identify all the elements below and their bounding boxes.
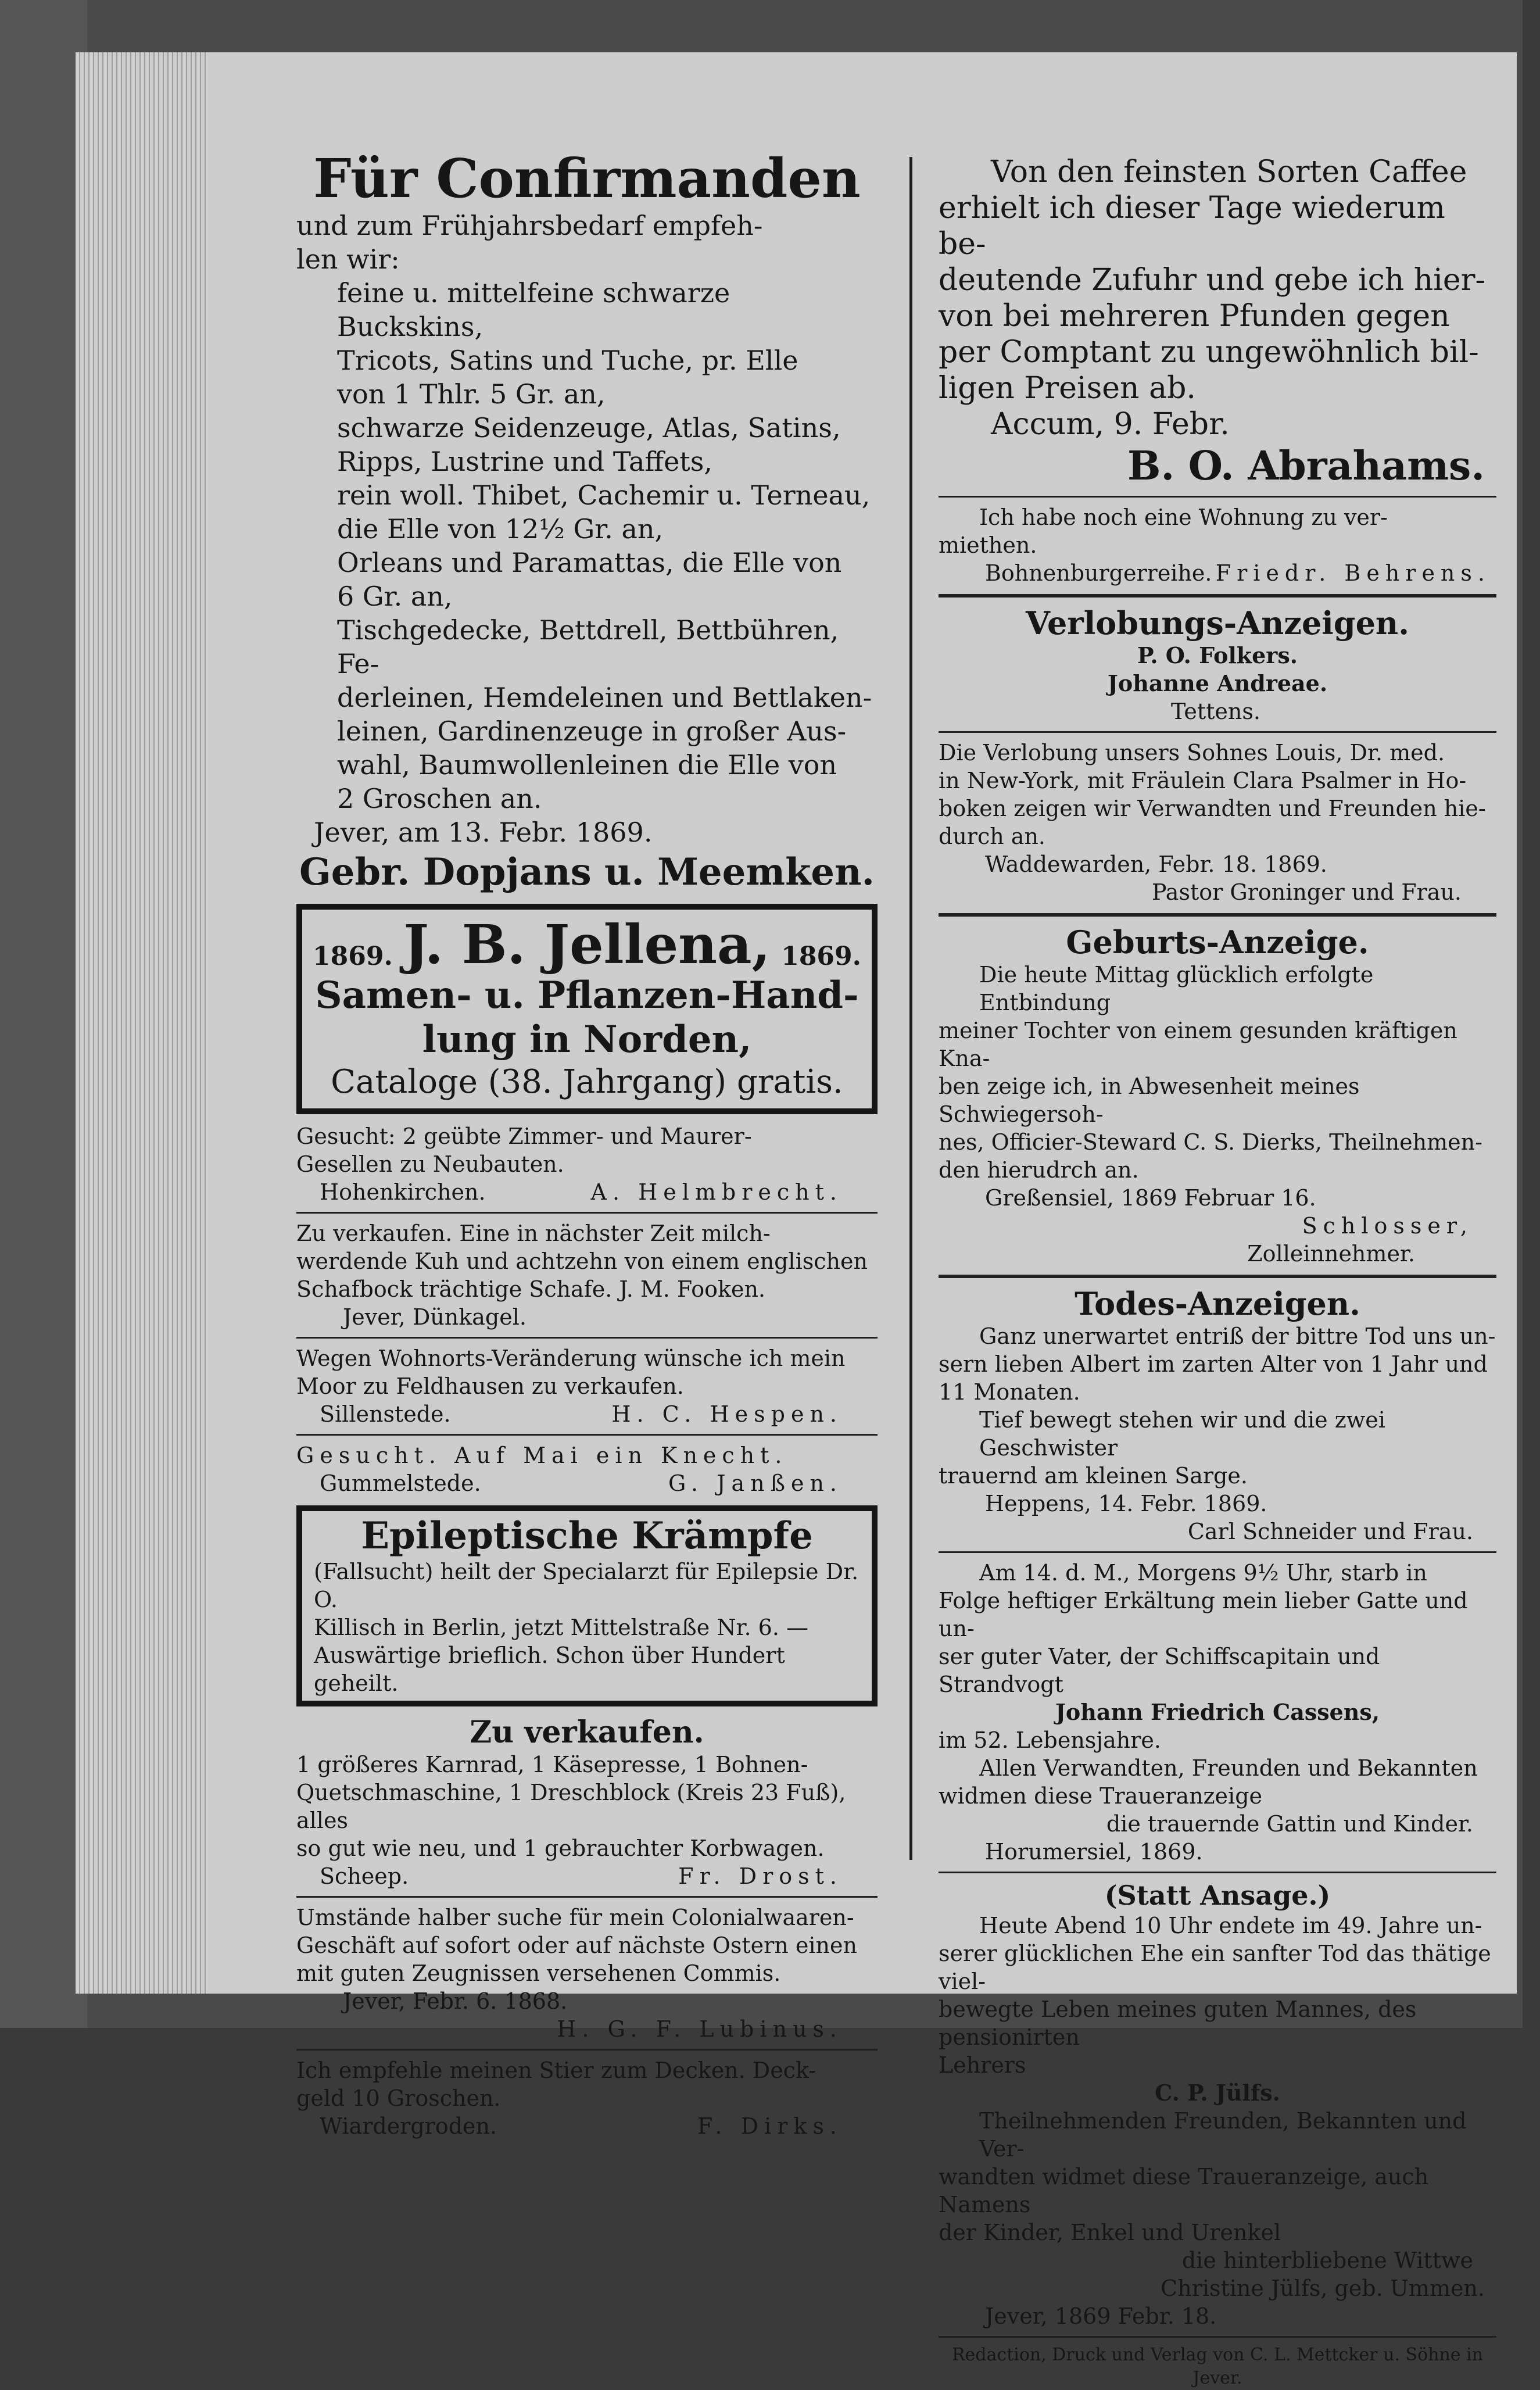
ad-todes-cassens xyxy=(939,1559,1496,1866)
ad-line: Umstände halber suche für mein Colonialwaaren- xyxy=(296,1905,854,1930)
ad-line: leinen, Gardinenzeuge in großer Aus- xyxy=(337,715,847,747)
ad-line: boken zeigen wir Verwandten und Freunden hie- xyxy=(939,796,1486,821)
ad-signature: Friedr. Behrens. xyxy=(1215,560,1491,586)
ad-signature: H. C. Hespen. xyxy=(611,1401,843,1427)
ad-line: wahl, Baumwollenleinen die Elle von xyxy=(337,749,837,781)
ad-kuh xyxy=(296,1219,878,1331)
ad-line: Tricots, Satins und Tuche, pr. Elle xyxy=(337,345,798,376)
ad-line: serer glücklichen Ehe ein sanfter Tod das thätige viel- xyxy=(939,1941,1491,1994)
ad-todes-juelfs xyxy=(939,1879,1496,2330)
separator xyxy=(296,1434,878,1436)
ad-jellena xyxy=(296,904,878,1114)
ad-line: Von den feinsten Sorten Caffee xyxy=(991,155,1467,189)
ad-line: erhielt ich dieser Tage wiederum be- xyxy=(939,191,1445,262)
ad-name: Johann Friedrich Cassens, xyxy=(1055,1699,1380,1725)
ad-place: Jever, am 13. Febr. 1869. xyxy=(314,817,653,848)
ad-place: Jever, Febr. 6. 1868. xyxy=(343,1988,568,2014)
ad-line: Heute Abend 10 Uhr endete im 49. Jahre un- xyxy=(979,1913,1482,1938)
separator xyxy=(939,1275,1496,1278)
ad-line: 1 größeres Karnrad, 1 Käsepresse, 1 Bohnen- xyxy=(296,1752,808,1777)
ad-line: len wir: xyxy=(296,244,400,275)
ad-line: schwarze Seidenzeuge, Atlas, Satins, xyxy=(337,412,841,443)
ad-place: Tettens. xyxy=(1171,699,1260,724)
ad-place: Sillenstede. xyxy=(320,1401,451,1427)
ad-wohnung xyxy=(939,503,1496,587)
ad-place: Wiardergroden. xyxy=(320,2113,497,2139)
ad-line: mit guten Zeugnissen versehenen Commis. xyxy=(296,1960,781,1986)
ad-signature: Carl Schneider und Frau. xyxy=(1187,1519,1473,1544)
ad-line: (Fallsucht) heilt der Specialarzt für Epilepsie Dr. O. xyxy=(314,1559,859,1612)
ad-line: 6 Gr. an, xyxy=(337,581,453,612)
left-column xyxy=(296,148,878,2140)
cover-speckle xyxy=(0,0,87,2028)
ad-name: P. O. Folkers. xyxy=(1137,642,1298,668)
year-left: 1869. xyxy=(313,942,393,971)
ad-signature: Gebr. Dopjans u. Meemken. xyxy=(299,850,875,894)
ad-verlobung xyxy=(939,604,1496,725)
ad-line: Zu verkaufen. Eine in nächster Zeit milch- xyxy=(296,1221,771,1246)
ad-line: 11 Monaten. xyxy=(939,1379,1080,1405)
ad-signature: die hinterbliebene Wittwe xyxy=(1181,2248,1473,2273)
ad-line: in New-York, mit Fräulein Clara Psalmer in Ho- xyxy=(939,768,1467,793)
ad-line: Allen Verwandten, Freunden und Bekannten xyxy=(979,1755,1478,1781)
ad-epilepsie xyxy=(296,1505,878,1706)
ad-caffee xyxy=(939,154,1496,490)
separator xyxy=(939,594,1496,598)
separator xyxy=(939,731,1496,733)
ad-line: Ganz unerwartet entriß der bittre Tod uns un- xyxy=(979,1323,1496,1349)
separator xyxy=(939,2336,1496,2338)
ad-confirmanden xyxy=(296,148,878,896)
ad-knecht xyxy=(296,1441,878,1497)
separator xyxy=(296,1337,878,1339)
ad-title: Zu verkaufen. xyxy=(470,1715,704,1750)
ad-gesucht-maurer xyxy=(296,1122,878,1206)
ad-line: Ripps, Lustrine und Taffets, xyxy=(337,446,712,477)
ad-line: bewegte Leben meines guten Mannes, des pensionirten xyxy=(939,1997,1417,2050)
ad-name: C. P. Jülfs. xyxy=(1155,2080,1280,2106)
ad-place: Horumersiel, 1869. xyxy=(985,1839,1203,1865)
ad-moor xyxy=(296,1344,878,1428)
ad-line: nes, Officier-Steward C. S. Dierks, Theilnehmen- xyxy=(939,1129,1482,1155)
ad-place: Jever, Dünkagel. xyxy=(343,1304,527,1330)
ad-line: Tief bewegt stehen wir und die zwei Geschwister xyxy=(979,1407,1385,1461)
ad-name: Johanne Andreae. xyxy=(1107,670,1328,696)
ad-title: Epileptische Krämpfe xyxy=(361,1514,813,1558)
ad-commis xyxy=(296,1904,878,2043)
ad-line: Ich habe noch eine Wohnung zu ver- xyxy=(979,505,1388,530)
ad-line: Killisch in Berlin, jetzt Mittelstraße Nr. 6. — xyxy=(314,1615,808,1640)
ad-signature: Pastor Groninger und Frau. xyxy=(1151,879,1462,905)
ad-place: Hohenkirchen. xyxy=(320,1179,486,1205)
column-divider xyxy=(909,157,912,1860)
ad-signature: A. Helmbrecht. xyxy=(590,1179,843,1205)
imprint-footer: Redaction, Druck und Verlag von C. L. Mettcker u. Söhne in Jever. xyxy=(951,2345,1484,2388)
ad-line: Lehrers xyxy=(939,2052,1026,2078)
ad-line: im 52. Lebensjahre. xyxy=(939,1727,1161,1753)
company-name: J. B. Jellena, xyxy=(403,913,771,976)
ad-line: feine u. mittelfeine schwarze Buckskins, xyxy=(337,277,730,342)
ad-line: lung in Norden, xyxy=(422,1018,752,1061)
ad-place: Greßensiel, 1869 Februar 16. xyxy=(985,1185,1316,1211)
ad-signature: B. O. Abrahams. xyxy=(1127,443,1485,489)
ad-signature: Zolleinnehmer. xyxy=(1247,1241,1415,1266)
ad-line: Die heute Mittag glücklich erfolgte Entbindung xyxy=(979,962,1374,1015)
ad-line: werdende Kuh und achtzehn von einem englischen xyxy=(296,1248,868,1274)
ad-line: von 1 Thlr. 5 Gr. an, xyxy=(337,378,606,410)
separator xyxy=(939,913,1496,917)
ad-line: Gesucht. Auf Mai ein Knecht. xyxy=(296,1443,788,1468)
ad-line: ser guter Vater, der Schiffscapitain und Strandvogt xyxy=(939,1644,1380,1697)
ad-place: Heppens, 14. Febr. 1869. xyxy=(985,1491,1267,1516)
ad-line: sern lieben Albert im zarten Alter von 1 Jahr und xyxy=(939,1351,1488,1377)
ad-signature: Fr. Drost. xyxy=(678,1863,843,1889)
ad-line: derleinen, Hemdeleinen und Bettlaken- xyxy=(337,682,872,713)
page-edges xyxy=(76,52,215,1994)
ad-line: Quetschmaschine, 1 Dreschblock (Kreis 23 Fuß), alles xyxy=(296,1780,846,1833)
ad-line: Samen- u. Pflanzen-Hand- xyxy=(315,974,859,1017)
ad-zu-verkaufen xyxy=(296,1715,878,1890)
ad-line: ben zeige ich, in Abwesenheit meines Schwiegersoh- xyxy=(939,1074,1360,1127)
ad-signature: G. Janßen. xyxy=(668,1471,843,1496)
ad-geburt xyxy=(939,924,1496,1268)
ad-signature: die trauernde Gattin und Kinder. xyxy=(1106,1811,1473,1837)
ad-line: 2 Groschen an. xyxy=(337,783,542,814)
ad-place: Bohnenburgerreihe. xyxy=(985,560,1212,586)
ad-line: Moor zu Feldhausen zu verkaufen. xyxy=(296,1373,684,1399)
ad-line: und zum Frühjahrsbedarf empfeh- xyxy=(296,210,763,241)
separator xyxy=(296,1896,878,1898)
ad-line: rein woll. Thibet, Cachemir u. Terneau, xyxy=(337,480,871,511)
ad-line: Orleans und Paramattas, die Elle von xyxy=(337,547,842,578)
ad-line: Theilnehmenden Freunden, Bekannten und Ver- xyxy=(979,2108,1467,2162)
right-column xyxy=(939,154,1496,2390)
ad-title: Verlobungs-Anzeigen. xyxy=(1026,604,1409,642)
ad-line: ligen Preisen ab. xyxy=(939,371,1196,406)
ad-line: per Comptant zu ungewöhnlich bil- xyxy=(939,335,1479,370)
ad-line: geld 10 Groschen. xyxy=(296,2085,501,2111)
ad-signature: Christine Jülfs, geb. Ummen. xyxy=(1161,2275,1485,2301)
ad-place: Jever, 1869 Febr. 18. xyxy=(985,2303,1217,2329)
ad-stier xyxy=(296,2056,878,2140)
ad-line: Gesucht: 2 geübte Zimmer- und Maurer- xyxy=(296,1124,752,1149)
ad-line: so gut wie neu, und 1 gebrauchter Korbwagen. xyxy=(296,1836,825,1861)
ad-title: (Statt Ansage.) xyxy=(1104,1880,1331,1911)
ad-verlobung-louis xyxy=(939,739,1496,906)
ad-place: Waddewarden, Febr. 18. 1869. xyxy=(985,851,1327,877)
ad-line: meiner Tochter von einem gesunden kräftigen Kna- xyxy=(939,1018,1457,1071)
ad-place: Gummelstede. xyxy=(320,1471,481,1496)
ad-line: Ich empfehle meinen Stier zum Decken. Deck- xyxy=(296,2058,816,2083)
ad-line: den hierudrch an. xyxy=(939,1157,1139,1183)
separator xyxy=(296,1212,878,1214)
ad-line: Wegen Wohnorts-Veränderung wünsche ich mein xyxy=(296,1346,846,1371)
ad-line: der Kinder, Enkel und Urenkel xyxy=(939,2220,1281,2245)
year-right: 1869. xyxy=(781,942,861,971)
ad-todes-albert xyxy=(939,1285,1496,1545)
ad-line: Folge heftiger Erkältung mein lieber Gatte und un- xyxy=(939,1588,1468,1641)
ad-title: Geburts-Anzeige. xyxy=(1066,924,1369,961)
ad-line: Am 14. d. M., Morgens 9½ Uhr, starb in xyxy=(979,1560,1427,1586)
ad-line: durch an. xyxy=(939,824,1046,849)
ad-line: wandten widmet diese Traueranzeige, auch Namens xyxy=(939,2164,1429,2217)
ad-line: Auswärtige brieflich. Schon über Hundert geheilt. xyxy=(314,1643,785,1696)
ad-line: Cataloge (38. Jahrgang) gratis. xyxy=(331,1063,843,1101)
ad-title: Todes-Anzeigen. xyxy=(1075,1285,1360,1322)
ad-signature: F. Dirks. xyxy=(697,2113,843,2139)
ad-line: deutende Zufuhr und gebe ich hier- xyxy=(939,263,1486,298)
separator xyxy=(939,496,1496,498)
ad-line: von bei mehreren Pfunden gegen xyxy=(939,299,1450,334)
ad-line: die Elle von 12½ Gr. an, xyxy=(337,513,664,545)
ad-line: Tischgedecke, Bettdrell, Bettbühren, Fe- xyxy=(337,614,839,679)
ad-title: Für Confirmanden xyxy=(313,147,861,210)
ad-line: miethen. xyxy=(939,532,1037,558)
ad-place: Scheep. xyxy=(320,1863,409,1889)
ad-place: Accum, 9. Febr. xyxy=(991,407,1230,442)
separator xyxy=(939,1872,1496,1873)
ad-line: Die Verlobung unsers Sohnes Louis, Dr. med. xyxy=(939,740,1445,765)
ad-line: Geschäft auf sofort oder auf nächste Ostern einen xyxy=(296,1933,857,1958)
separator xyxy=(296,2049,878,2051)
ad-signature: H. G. F. Lubinus. xyxy=(557,2016,843,2042)
ad-line: widmen diese Traueranzeige xyxy=(939,1783,1263,1809)
ad-line: trauernd am kleinen Sarge. xyxy=(939,1463,1248,1489)
ad-line: Gesellen zu Neubauten. xyxy=(296,1151,564,1177)
ad-line: Schafbock trächtige Schafe. J. M. Fooken. xyxy=(296,1276,766,1302)
separator xyxy=(939,1551,1496,1553)
ad-signature: Schlosser, xyxy=(1302,1213,1473,1239)
